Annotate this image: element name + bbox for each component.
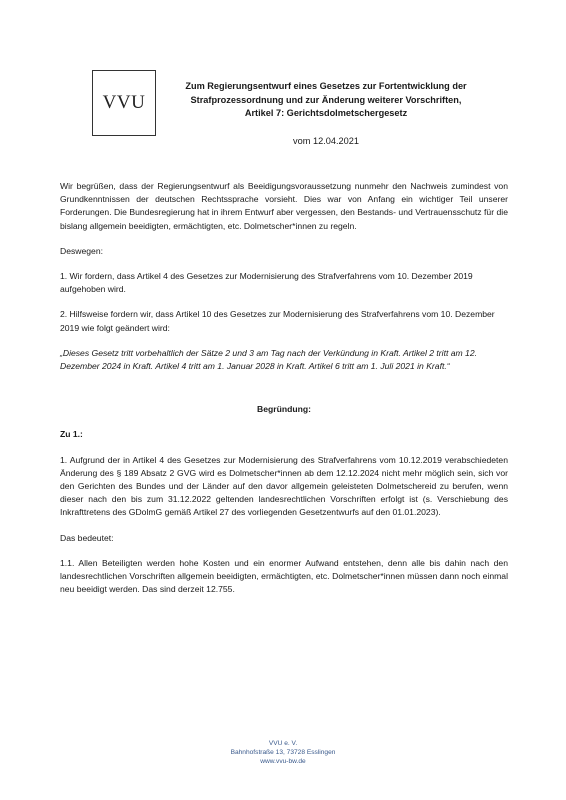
bedeutet-label: Das bedeutet: [60,532,114,543]
document-body [60,180,508,608]
footer-org: VVU e. V. [268,740,298,747]
title-line-1: Zum Regierungsentwurf eines Gesetzes zur Fortentwicklung der [185,81,467,91]
zu1-heading: Zu 1.: [60,429,83,440]
intro-paragraph: Wir begrüßen, dass der Regierungsentwurf als Beeidigungsvoraussetzung nunmehr den Nachweis zumindest von Grundkenntnissen der deutschen Rechtssprache vorsieht. Dies war von Anfang ein wichtiger Teil unserer Forderungen. Die Bundesregierung hat in ihrem Entwurf aber vergessen, den Bestands- und Vertrauensschutz für die bislang allgemein beeidigten, ermächtigten, etc. Dolmetscher*innen zu regeln. [60,181,508,231]
reason-1-paragraph: 1. Aufgrund der in Artikel 4 des Gesetzes zur Modernisierung des Strafverfahrens vom 10.12.2019 verabschiedeten Änderung des § 189 Absatz 2 GVG wird es Dolmetscher*innen ab dem 12.12.2024 nicht mehr möglich sein, sich vor den Gerichten des Bundes und der Länder auf den davor allgemein geleisteten Dolmetschereid zu berufen, wenn dieser nach den bis zum 31.12.2022 geltenden landesrechtlichen Vorschriften erfolgt ist (s. Verschiebung des Inkrafttretens des GDolmG gemäß Artikel 27 des vorliegenden Gesetzentwurfs auf den 01.01.2023). [60,454,508,518]
title-line-2: Strafprozessordnung und zur Änderung weiterer Vorschriften, [190,94,462,105]
vvu-logo [92,70,156,136]
page-footer [0,739,566,766]
demand-2: 2. Hilfsweise fordern wir, dass Artikel 10 des Gesetzes zur Modernisierung des Strafverfahrens vom 10. Dezember 2019 wie folgt geändert wird: [60,309,495,333]
point-1-1-paragraph: 1.1. Allen Beteiligten werden hohe Kosten und ein enormer Aufwand entstehen, denn alle bis dahin nach den landesrechtlichen Vorschriften allgemein beeidigten, ermächtigten, etc. Dolmetscher*innen müssen dann noch einmal neu beeidigt werden. Das sind derzeit 12.755. [60,557,508,595]
title-line-3: Artikel 7: Gerichtsdolmetschergesetz [244,108,408,118]
logo-text: VVU [102,92,146,113]
quote-paragraph: „Dieses Gesetz tritt vorbehaltlich der Sätze 2 und 3 am Tag nach der Verkündung in Kraft. Artikel 2 tritt am 12. Dezember 2024 in Kraft. Artikel 4 tritt am 1. Januar 2028 in Kraft. Artikel 6 tritt am 1. Juli 2021 in Kraft.“ [60,347,478,372]
demand-1: 1. Wir fordern, dass Artikel 4 des Gesetzes zur Modernisierung des Strafverfahrens vom 10. Dezember 2019 aufgehoben wird. [60,271,473,295]
document-title [176,80,476,121]
begruendung-heading: Begründung: [257,404,311,415]
footer-address: Bahnhofstraße 13, 73728 Esslingen [230,749,336,756]
deswegen-label: Deswegen: [60,245,103,256]
footer-website[interactable]: www.vvu-bw.de [260,758,306,765]
document-date: vom 12.04.2021 [293,136,359,146]
